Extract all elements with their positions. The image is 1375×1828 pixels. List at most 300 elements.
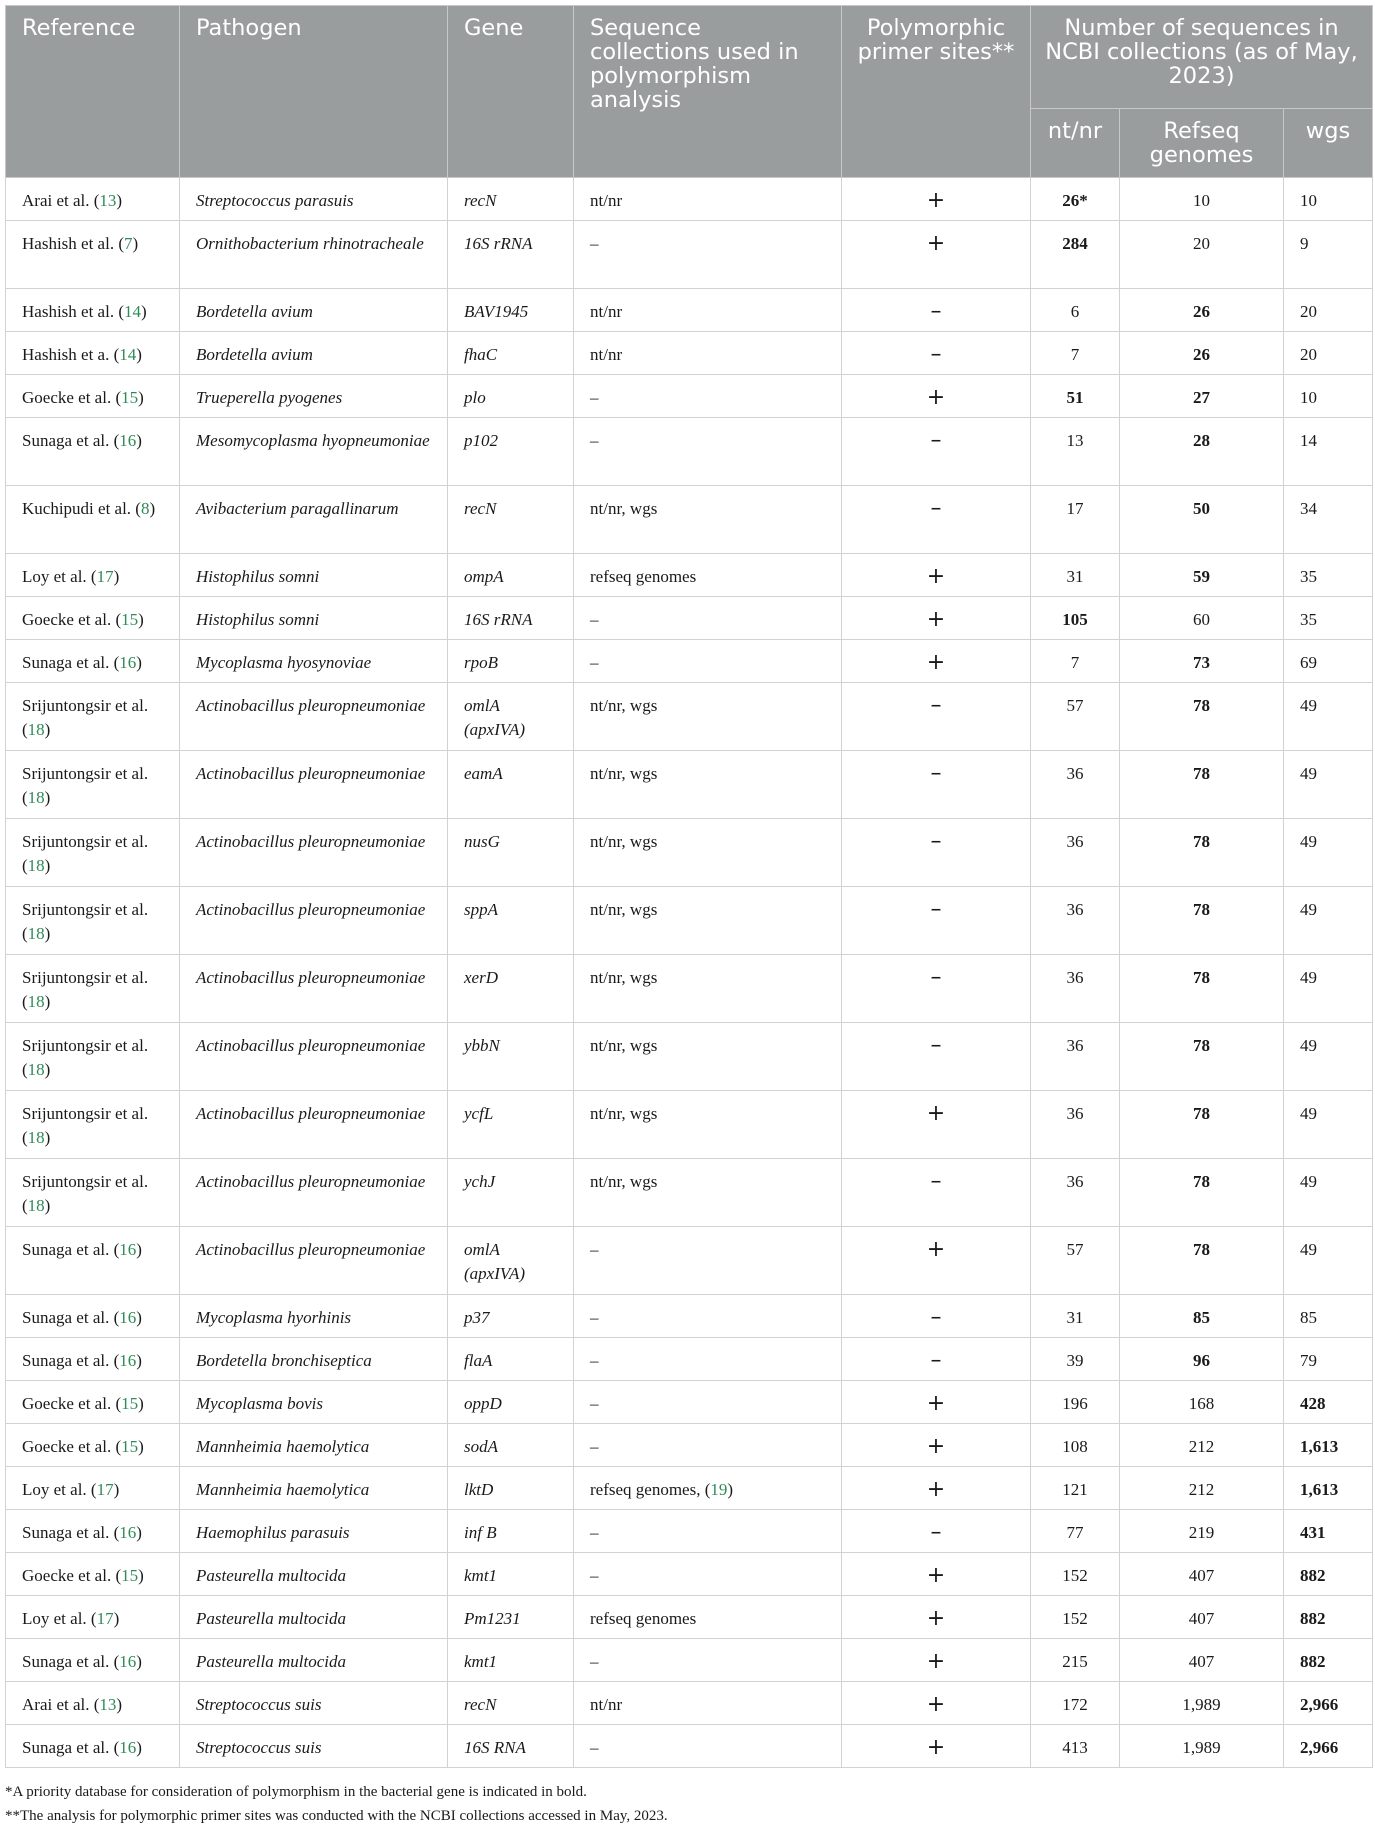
cell-ntnr: 196 bbox=[1031, 1381, 1120, 1424]
cell-reference bbox=[6, 178, 180, 221]
reference-author: Srijuntongsir et al. ( bbox=[22, 832, 149, 875]
reference-author: Goecke et al. ( bbox=[22, 610, 122, 629]
reference-close: ) bbox=[136, 1652, 142, 1671]
cell-refseq: 20 bbox=[1120, 221, 1284, 289]
cell-pathogen: Actinobacillus pleuropneumoniae bbox=[180, 819, 448, 887]
reference-author: Loy et al. ( bbox=[22, 1609, 97, 1628]
cell-ntnr: 121 bbox=[1031, 1467, 1120, 1510]
cell-gene: sppA bbox=[448, 887, 574, 955]
reference-close: ) bbox=[140, 302, 147, 321]
cell-collections bbox=[574, 418, 842, 486]
cell-ntnr: 7 bbox=[1031, 640, 1120, 683]
cell-pathogen: Mannheimia haemolytica bbox=[180, 1424, 448, 1467]
reference-close: ) bbox=[136, 1523, 142, 1542]
footnote-2: **The analysis for polymorphic primer sites was conducted with the NCBI collections accessed in May, 2023. bbox=[5, 1808, 668, 1824]
cell-pathogen: Ornithobacterium rhinotracheale bbox=[180, 221, 448, 289]
collections-text: – bbox=[590, 1240, 599, 1259]
cell-wgs: 49 bbox=[1284, 683, 1373, 751]
collections-text: – bbox=[590, 1351, 599, 1370]
cell-collections bbox=[574, 332, 842, 375]
cell-pathogen: Streptococcus suis bbox=[180, 1725, 448, 1768]
collections-text: refseq genomes, ( bbox=[590, 1480, 711, 1499]
collections-text: nt/nr, wgs bbox=[590, 900, 658, 919]
reference-link[interactable]: 16 bbox=[119, 1738, 137, 1757]
reference-close: ) bbox=[116, 191, 123, 210]
table-row bbox=[6, 955, 1373, 1023]
reference-link[interactable]: 18 bbox=[27, 992, 45, 1011]
collections-text: nt/nr, wgs bbox=[590, 696, 658, 715]
reference-close: ) bbox=[136, 653, 142, 672]
cell-ntnr: 413 bbox=[1031, 1725, 1120, 1768]
cell-refseq: 96 bbox=[1120, 1338, 1284, 1381]
data-table bbox=[5, 5, 1373, 1768]
reference-link[interactable]: 16 bbox=[119, 431, 137, 450]
cell-wgs: 35 bbox=[1284, 597, 1373, 640]
cell-gene: p37 bbox=[448, 1295, 574, 1338]
cell-refseq: 50 bbox=[1120, 486, 1284, 554]
reference-link[interactable]: 18 bbox=[27, 1060, 45, 1079]
cell-reference bbox=[6, 418, 180, 486]
cell-collections bbox=[574, 1381, 842, 1424]
table-row bbox=[6, 1381, 1373, 1424]
cell-collections bbox=[574, 221, 842, 289]
cell-gene: 16S rRNA bbox=[448, 221, 574, 289]
reference-author: Hashish et al. ( bbox=[22, 234, 124, 253]
table-row bbox=[6, 1725, 1373, 1768]
cell-reference bbox=[6, 375, 180, 418]
reference-close: ) bbox=[136, 1351, 142, 1370]
table-row bbox=[6, 1682, 1373, 1725]
cell-ntnr: 6 bbox=[1031, 289, 1120, 332]
cell-ntnr: 36 bbox=[1031, 955, 1120, 1023]
cell-pathogen: Actinobacillus pleuropneumoniae bbox=[180, 1227, 448, 1295]
cell-wgs: 49 bbox=[1284, 819, 1373, 887]
cell-reference bbox=[6, 1725, 180, 1768]
reference-link[interactable]: 16 bbox=[119, 1351, 137, 1370]
cell-polymorphic: + bbox=[842, 1227, 1031, 1295]
cell-refseq: 219 bbox=[1120, 1510, 1284, 1553]
cell-ntnr: 36 bbox=[1031, 1091, 1120, 1159]
cell-reference bbox=[6, 1639, 180, 1682]
reference-link[interactable]: 17 bbox=[96, 1480, 114, 1499]
cell-refseq: 78 bbox=[1120, 1091, 1284, 1159]
reference-author: Srijuntongsir et al. ( bbox=[22, 1036, 149, 1079]
cell-ntnr: 36 bbox=[1031, 1023, 1120, 1091]
cell-polymorphic: – bbox=[842, 955, 1031, 1023]
cell-gene: flaA bbox=[448, 1338, 574, 1381]
cell-polymorphic: + bbox=[842, 1381, 1031, 1424]
cell-collections bbox=[574, 289, 842, 332]
cell-gene: BAV1945 bbox=[448, 289, 574, 332]
table-row bbox=[6, 418, 1373, 486]
cell-pathogen: Avibacterium paragallinarum bbox=[180, 486, 448, 554]
table-row bbox=[6, 640, 1373, 683]
cell-refseq: 78 bbox=[1120, 1227, 1284, 1295]
collections-text: nt/nr bbox=[590, 302, 623, 321]
cell-wgs: 431 bbox=[1284, 1510, 1373, 1553]
cell-wgs: 69 bbox=[1284, 640, 1373, 683]
collections-text: nt/nr bbox=[590, 191, 623, 210]
col-header-wgs: wgs bbox=[1284, 109, 1373, 178]
reference-close: ) bbox=[44, 1060, 51, 1079]
cell-reference bbox=[6, 332, 180, 375]
table-row bbox=[6, 597, 1373, 640]
cell-gene: plo bbox=[448, 375, 574, 418]
reference-author: Srijuntongsir et al. ( bbox=[22, 900, 149, 943]
reference-link[interactable]: 15 bbox=[121, 1437, 139, 1456]
cell-gene: xerD bbox=[448, 955, 574, 1023]
cell-collections bbox=[574, 486, 842, 554]
cell-polymorphic: + bbox=[842, 1596, 1031, 1639]
cell-refseq: 59 bbox=[1120, 554, 1284, 597]
cell-reference bbox=[6, 683, 180, 751]
collections-text: nt/nr, wgs bbox=[590, 832, 658, 851]
table-row bbox=[6, 1510, 1373, 1553]
reference-link[interactable]: 15 bbox=[121, 1566, 139, 1585]
cell-polymorphic: – bbox=[842, 486, 1031, 554]
reference-link[interactable]: 16 bbox=[119, 653, 137, 672]
reference-author: Sunaga et al. ( bbox=[22, 1308, 120, 1327]
reference-close: ) bbox=[44, 992, 51, 1011]
cell-refseq: 78 bbox=[1120, 751, 1284, 819]
table-row bbox=[6, 289, 1373, 332]
cell-pathogen: Streptococcus suis bbox=[180, 1682, 448, 1725]
cell-polymorphic: + bbox=[842, 1639, 1031, 1682]
col-header-reference: Reference bbox=[6, 6, 180, 178]
cell-gene: ybbN bbox=[448, 1023, 574, 1091]
cell-collections bbox=[574, 819, 842, 887]
reference-link[interactable]: 15 bbox=[121, 1394, 139, 1413]
table-row bbox=[6, 1227, 1373, 1295]
table-row bbox=[6, 1424, 1373, 1467]
cell-pathogen: Mycoplasma hyosynoviae bbox=[180, 640, 448, 683]
cell-gene: Pm1231 bbox=[448, 1596, 574, 1639]
table-row bbox=[6, 683, 1373, 751]
cell-collections bbox=[574, 640, 842, 683]
cell-pathogen: Pasteurella multocida bbox=[180, 1596, 448, 1639]
cell-polymorphic: + bbox=[842, 640, 1031, 683]
cell-pathogen: Actinobacillus pleuropneumoniae bbox=[180, 887, 448, 955]
reference-link[interactable]: 14 bbox=[119, 345, 137, 364]
cell-gene: lktD bbox=[448, 1467, 574, 1510]
cell-pathogen: Actinobacillus pleuropneumoniae bbox=[180, 683, 448, 751]
reference-close: ) bbox=[132, 234, 139, 253]
collections-text: – bbox=[590, 388, 599, 407]
collections-text: nt/nr, wgs bbox=[590, 499, 658, 518]
cell-collections bbox=[574, 1467, 842, 1510]
cell-reference bbox=[6, 1227, 180, 1295]
cell-ntnr: 152 bbox=[1031, 1553, 1120, 1596]
col-header-ntnr: nt/nr bbox=[1031, 109, 1120, 178]
footnote-1: *A priority database for consideration of polymorphism in the bacterial gene is indicated in bold. bbox=[5, 1784, 587, 1800]
cell-refseq: 1,989 bbox=[1120, 1682, 1284, 1725]
cell-refseq: 212 bbox=[1120, 1424, 1284, 1467]
cell-polymorphic: + bbox=[842, 597, 1031, 640]
table-row bbox=[6, 1159, 1373, 1227]
cell-gene: inf B bbox=[448, 1510, 574, 1553]
reference-close: ) bbox=[149, 499, 156, 518]
cell-collections bbox=[574, 1596, 842, 1639]
cell-wgs: 2,966 bbox=[1284, 1682, 1373, 1725]
cell-polymorphic: – bbox=[842, 332, 1031, 375]
reference-link[interactable]: 18 bbox=[27, 924, 45, 943]
reference-author: Sunaga et al. ( bbox=[22, 1738, 120, 1757]
reference-link[interactable]: 17 bbox=[96, 1609, 114, 1628]
cell-refseq: 78 bbox=[1120, 1159, 1284, 1227]
cell-collections bbox=[574, 955, 842, 1023]
cell-wgs: 49 bbox=[1284, 1159, 1373, 1227]
cell-refseq: 28 bbox=[1120, 418, 1284, 486]
cell-reference bbox=[6, 1467, 180, 1510]
cell-gene: sodA bbox=[448, 1424, 574, 1467]
cell-reference bbox=[6, 1682, 180, 1725]
cell-ntnr: 17 bbox=[1031, 486, 1120, 554]
reference-link[interactable]: 8 bbox=[140, 499, 150, 518]
cell-pathogen: Streptococcus parasuis bbox=[180, 178, 448, 221]
cell-collections bbox=[574, 1510, 842, 1553]
collections-text: – bbox=[590, 1437, 599, 1456]
table-row bbox=[6, 1467, 1373, 1510]
table-row bbox=[6, 1295, 1373, 1338]
col-header-polymorphic: Polymorphic primer sites** bbox=[842, 6, 1031, 178]
reference-author: Goecke et al. ( bbox=[22, 1437, 122, 1456]
cell-wgs: 20 bbox=[1284, 289, 1373, 332]
cell-collections bbox=[574, 1023, 842, 1091]
cell-collections bbox=[574, 1227, 842, 1295]
reference-author: Hashish et al. ( bbox=[22, 302, 124, 321]
reference-link[interactable]: 18 bbox=[27, 720, 45, 739]
table-row bbox=[6, 332, 1373, 375]
collections-text: – bbox=[590, 1523, 599, 1542]
cell-collections bbox=[574, 375, 842, 418]
reference-close: ) bbox=[44, 1196, 51, 1215]
table-container bbox=[5, 5, 1372, 1828]
reference-close: ) bbox=[138, 1394, 144, 1413]
col-header-number-group: Number of sequences in NCBI collections (as of May, 2023) bbox=[1031, 6, 1373, 109]
collections-text: nt/nr, wgs bbox=[590, 1036, 658, 1055]
collections-text: nt/nr, wgs bbox=[590, 1104, 658, 1123]
cell-gene: nusG bbox=[448, 819, 574, 887]
reference-link[interactable]: 16 bbox=[119, 1240, 137, 1259]
cell-ntnr: 7 bbox=[1031, 332, 1120, 375]
reference-link[interactable]: 18 bbox=[27, 856, 45, 875]
reference-author: Arai et al. ( bbox=[22, 1695, 100, 1714]
cell-gene: p102 bbox=[448, 418, 574, 486]
cell-ntnr: 215 bbox=[1031, 1639, 1120, 1682]
cell-polymorphic: + bbox=[842, 554, 1031, 597]
cell-pathogen: Trueperella pyogenes bbox=[180, 375, 448, 418]
col-header-gene: Gene bbox=[448, 6, 574, 178]
reference-author: Srijuntongsir et al. ( bbox=[22, 1172, 149, 1215]
cell-polymorphic: + bbox=[842, 178, 1031, 221]
cell-refseq: 78 bbox=[1120, 819, 1284, 887]
cell-gene: oppD bbox=[448, 1381, 574, 1424]
cell-reference bbox=[6, 1510, 180, 1553]
cell-wgs: 49 bbox=[1284, 887, 1373, 955]
reference-close: ) bbox=[44, 788, 51, 807]
cell-refseq: 407 bbox=[1120, 1553, 1284, 1596]
col-header-pathogen: Pathogen bbox=[180, 6, 448, 178]
cell-ntnr: 152 bbox=[1031, 1596, 1120, 1639]
cell-polymorphic: – bbox=[842, 1510, 1031, 1553]
reference-author: Kuchipudi et al. ( bbox=[22, 499, 141, 518]
reference-author: Srijuntongsir et al. ( bbox=[22, 1104, 149, 1147]
cell-polymorphic: – bbox=[842, 1159, 1031, 1227]
cell-reference bbox=[6, 1553, 180, 1596]
cell-ntnr: 51 bbox=[1031, 375, 1120, 418]
cell-refseq: 78 bbox=[1120, 887, 1284, 955]
cell-pathogen: Mannheimia haemolytica bbox=[180, 1467, 448, 1510]
collections-text: – bbox=[590, 1308, 599, 1327]
cell-refseq: 27 bbox=[1120, 375, 1284, 418]
cell-polymorphic: – bbox=[842, 1023, 1031, 1091]
cell-ntnr: 13 bbox=[1031, 418, 1120, 486]
cell-gene: kmt1 bbox=[448, 1639, 574, 1682]
cell-ntnr: 105 bbox=[1031, 597, 1120, 640]
reference-author: Srijuntongsir et al. ( bbox=[22, 764, 149, 807]
collections-text: – bbox=[590, 1394, 599, 1413]
table-row bbox=[6, 1596, 1373, 1639]
reference-author: Hashish et a. ( bbox=[22, 345, 120, 364]
cell-polymorphic: + bbox=[842, 1725, 1031, 1768]
table-row bbox=[6, 819, 1373, 887]
reference-close: ) bbox=[138, 1437, 144, 1456]
reference-link[interactable]: 7 bbox=[123, 234, 133, 253]
table-row bbox=[6, 221, 1373, 289]
cell-wgs: 882 bbox=[1284, 1639, 1373, 1682]
collections-close: ) bbox=[727, 1480, 734, 1499]
reference-author: Goecke et al. ( bbox=[22, 388, 122, 407]
cell-gene: fhaC bbox=[448, 332, 574, 375]
reference-link[interactable]: 18 bbox=[27, 788, 45, 807]
collections-ref-link[interactable]: 19 bbox=[710, 1480, 728, 1499]
cell-pathogen: Haemophilus parasuis bbox=[180, 1510, 448, 1553]
reference-link[interactable]: 18 bbox=[27, 1128, 45, 1147]
collections-text: nt/nr, wgs bbox=[590, 764, 658, 783]
collections-text: refseq genomes bbox=[590, 567, 697, 586]
cell-pathogen: Actinobacillus pleuropneumoniae bbox=[180, 955, 448, 1023]
cell-polymorphic: + bbox=[842, 1467, 1031, 1510]
cell-polymorphic: – bbox=[842, 418, 1031, 486]
cell-refseq: 78 bbox=[1120, 683, 1284, 751]
cell-ntnr: 36 bbox=[1031, 887, 1120, 955]
footnotes bbox=[5, 1780, 1372, 1828]
collections-text: nt/nr bbox=[590, 345, 623, 364]
cell-refseq: 1,989 bbox=[1120, 1725, 1284, 1768]
cell-pathogen: Mycoplasma bovis bbox=[180, 1381, 448, 1424]
reference-author: Goecke et al. ( bbox=[22, 1566, 122, 1585]
reference-link[interactable]: 15 bbox=[121, 388, 139, 407]
cell-refseq: 85 bbox=[1120, 1295, 1284, 1338]
cell-ntnr: 284 bbox=[1031, 221, 1120, 289]
reference-close: ) bbox=[113, 1609, 120, 1628]
reference-author: Goecke et al. ( bbox=[22, 1394, 122, 1413]
cell-collections bbox=[574, 1682, 842, 1725]
cell-wgs: 85 bbox=[1284, 1295, 1373, 1338]
table-row bbox=[6, 1091, 1373, 1159]
cell-pathogen: Actinobacillus pleuropneumoniae bbox=[180, 1091, 448, 1159]
reference-link[interactable]: 17 bbox=[96, 567, 114, 586]
cell-pathogen: Actinobacillus pleuropneumoniae bbox=[180, 1159, 448, 1227]
reference-author: Sunaga et al. ( bbox=[22, 1652, 120, 1671]
cell-wgs: 882 bbox=[1284, 1553, 1373, 1596]
cell-wgs: 34 bbox=[1284, 486, 1373, 554]
cell-collections bbox=[574, 1159, 842, 1227]
cell-reference bbox=[6, 1424, 180, 1467]
cell-wgs: 49 bbox=[1284, 1091, 1373, 1159]
reference-link[interactable]: 13 bbox=[99, 1695, 117, 1714]
cell-polymorphic: + bbox=[842, 221, 1031, 289]
cell-collections bbox=[574, 1338, 842, 1381]
cell-polymorphic: + bbox=[842, 1553, 1031, 1596]
table-row bbox=[6, 1553, 1373, 1596]
reference-close: ) bbox=[113, 567, 120, 586]
reference-close: ) bbox=[116, 1695, 123, 1714]
cell-polymorphic: – bbox=[842, 289, 1031, 332]
cell-wgs: 2,966 bbox=[1284, 1725, 1373, 1768]
cell-ntnr: 36 bbox=[1031, 751, 1120, 819]
table-row bbox=[6, 486, 1373, 554]
collections-text: – bbox=[590, 1652, 599, 1671]
cell-wgs: 9 bbox=[1284, 221, 1373, 289]
cell-reference bbox=[6, 640, 180, 683]
cell-gene: ychJ bbox=[448, 1159, 574, 1227]
cell-pathogen: Mycoplasma hyorhinis bbox=[180, 1295, 448, 1338]
cell-reference bbox=[6, 819, 180, 887]
reference-link[interactable]: 16 bbox=[119, 1523, 137, 1542]
cell-pathogen: Bordetella bronchiseptica bbox=[180, 1338, 448, 1381]
reference-author: Sunaga et al. ( bbox=[22, 1351, 120, 1370]
cell-refseq: 60 bbox=[1120, 597, 1284, 640]
cell-wgs: 1,613 bbox=[1284, 1467, 1373, 1510]
reference-link[interactable]: 13 bbox=[99, 191, 117, 210]
reference-link[interactable]: 14 bbox=[123, 302, 141, 321]
cell-refseq: 168 bbox=[1120, 1381, 1284, 1424]
table-row bbox=[6, 1023, 1373, 1091]
cell-ntnr: 172 bbox=[1031, 1682, 1120, 1725]
reference-author: Sunaga et al. ( bbox=[22, 1240, 120, 1259]
table-row bbox=[6, 1338, 1373, 1381]
cell-wgs: 35 bbox=[1284, 554, 1373, 597]
reference-close: ) bbox=[136, 1738, 142, 1757]
reference-link[interactable]: 15 bbox=[121, 610, 139, 629]
cell-ntnr: 26* bbox=[1031, 178, 1120, 221]
cell-gene: recN bbox=[448, 1682, 574, 1725]
reference-link[interactable]: 16 bbox=[119, 1308, 137, 1327]
reference-close: ) bbox=[113, 1480, 120, 1499]
cell-wgs: 49 bbox=[1284, 1227, 1373, 1295]
table-row bbox=[6, 178, 1373, 221]
cell-reference bbox=[6, 554, 180, 597]
cell-refseq: 78 bbox=[1120, 955, 1284, 1023]
table-row bbox=[6, 751, 1373, 819]
cell-polymorphic: – bbox=[842, 1338, 1031, 1381]
reference-link[interactable]: 16 bbox=[119, 1652, 137, 1671]
reference-author: Arai et al. ( bbox=[22, 191, 100, 210]
cell-wgs: 428 bbox=[1284, 1381, 1373, 1424]
cell-pathogen: Pasteurella multocida bbox=[180, 1553, 448, 1596]
table-row bbox=[6, 554, 1373, 597]
cell-ntnr: 36 bbox=[1031, 1159, 1120, 1227]
cell-collections bbox=[574, 1725, 842, 1768]
collections-text: – bbox=[590, 234, 599, 253]
reference-link[interactable]: 18 bbox=[27, 1196, 45, 1215]
reference-close: ) bbox=[136, 1240, 142, 1259]
table-row bbox=[6, 1639, 1373, 1682]
reference-author: Sunaga et al. ( bbox=[22, 1523, 120, 1542]
cell-wgs: 49 bbox=[1284, 955, 1373, 1023]
reference-close: ) bbox=[136, 1308, 142, 1327]
